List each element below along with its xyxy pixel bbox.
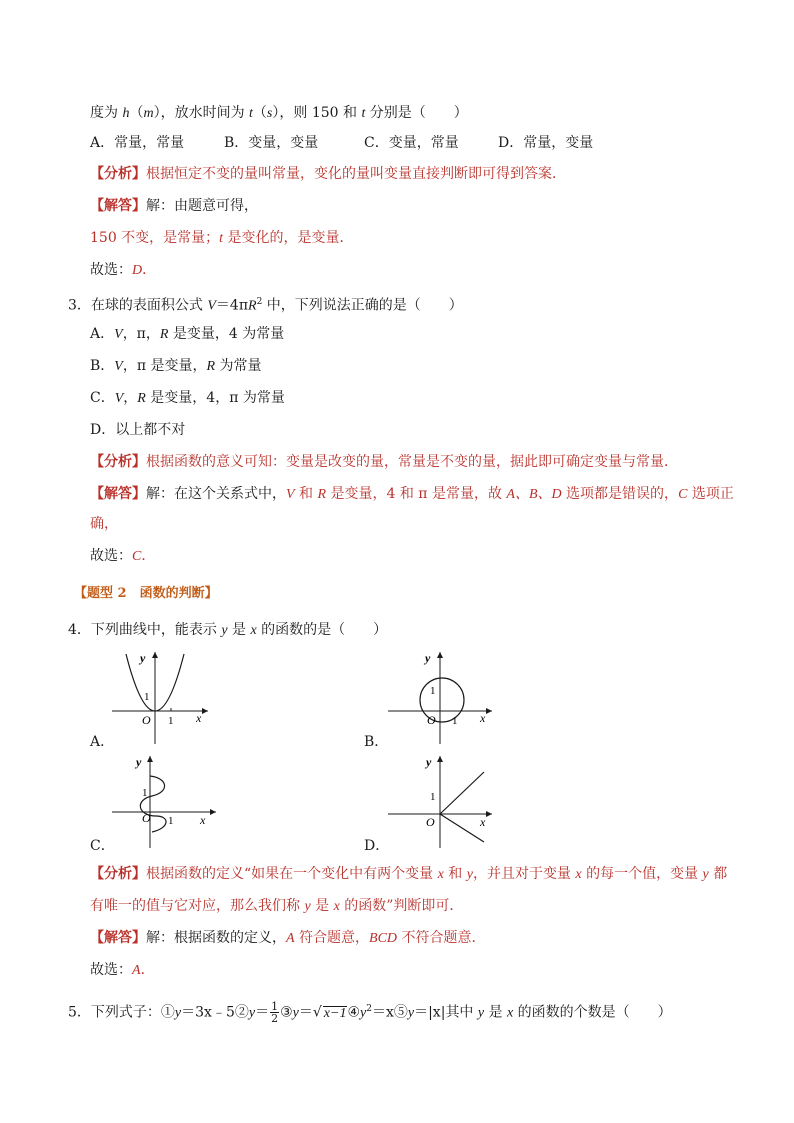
q3-choice: 故选：C． (90, 548, 156, 564)
q2-analysis: 【分析】根据恒定不变的量叫常量，变化的量叫变量直接判断即可得到答案． (90, 166, 566, 182)
q2-answer: 【解答】解：由题意可得， (90, 198, 258, 214)
tick-label: 1 (452, 715, 458, 727)
q4-analysis-continuation: 有唯一的值与它对应，那么我们称 y 是 x 的函数”判断即可． (90, 898, 464, 914)
answer-tag: 【解答】 (90, 930, 146, 946)
q4-option-c-label: C． (90, 838, 115, 854)
origin-label: O (142, 811, 151, 825)
q3-option-d: D．以上都不对 (90, 422, 186, 438)
analysis-tag: 【分析】 (90, 166, 146, 182)
q4-answer: 【解答】解：根据函数的定义，A 符合题意，BCD 不符合题意． (90, 930, 486, 946)
origin-label: O (426, 815, 435, 829)
x-axis-label: x (480, 815, 486, 829)
y-axis-label: y (136, 755, 142, 769)
answer-tag: 【解答】 (90, 198, 146, 214)
origin-label: O (427, 713, 436, 727)
tick-label: 1 (144, 691, 150, 703)
q2-option-c: C．变量，常量 (364, 135, 459, 151)
q3-answer: 【解答】解：在这个关系式中，V 和 R 是变量，4 和 π 是常量，故 A、B、D 选项都是错误的，C 选项正 (90, 486, 734, 502)
tick-label: 1 (430, 685, 436, 697)
answer-tag: 【解答】 (90, 486, 146, 502)
x-axis-label: x (200, 813, 206, 827)
tick-label: 1 (430, 791, 436, 803)
q4-graph-c (112, 752, 222, 848)
y-axis-label: y (425, 651, 431, 665)
y-axis-label: y (426, 755, 432, 769)
q4-analysis: 【分析】根据函数的定义“如果在一个变化中有两个变量 x 和 y，并且对于变量 x 的每一个值，变量 y 都 (90, 866, 728, 882)
q3-option-b: B．V，π 是变量，R 为常量 (90, 358, 262, 374)
square-root: x−1 (323, 1005, 347, 1021)
q2-choice: 故选：D． (90, 262, 157, 278)
q4-option-d-label: D． (364, 838, 390, 854)
q4-graph-a (112, 648, 212, 744)
x-axis-label: x (480, 711, 486, 725)
q3-answer-continuation: 确， (90, 516, 118, 532)
y-axis-label: y (140, 651, 146, 665)
tick-label: 1 (168, 715, 174, 727)
q4-option-a-label: A． (90, 734, 115, 750)
origin-label: O (142, 713, 151, 727)
tick-label: 1 (142, 787, 148, 799)
q4-option-b-label: B． (364, 734, 389, 750)
q3-option-a: A．V，π，R 是变量，4 为常量 (90, 326, 285, 342)
q4-graph-b (388, 648, 498, 744)
q2-option-d: D．常量，变量 (498, 135, 594, 151)
analysis-tag: 【分析】 (90, 454, 146, 470)
analysis-tag: 【分析】 (90, 866, 146, 882)
x-axis-label: x (196, 711, 202, 725)
q3-option-c: C．V，R 是变量，4，π 为常量 (90, 390, 285, 406)
q2-option-b: B．变量，变量 (224, 135, 319, 151)
section-title: 【题型 2 函数的判断】 (74, 586, 218, 601)
q3-stem: 3．在球的表面积公式 $V=4\pi R^2$ 中，下列说法正确的是（ ） (68, 297, 463, 314)
q5-stem: 5．下列式子：①y＝3x﹣5②y＝ $\frac{1}{2}$ ③y＝√ $x-1④y^2=x⑤y=|x|$其中 y 是 x 的函数的个数是（ ） (68, 1000, 672, 1026)
q4-stem: 4．下列曲线中，能表示 y 是 x 的函数的是（ ） (68, 622, 388, 638)
q4-graph-d (388, 752, 498, 848)
q2-answer-detail: 150 不变，是常量；t 是变化的，是变量． (90, 230, 354, 246)
q2-option-a: A．常量，常量 (90, 135, 185, 151)
q3-analysis: 【分析】根据函数的意义可知：变量是改变的量，常量是不变的量，据此即可确定变量与常量． (90, 454, 678, 470)
q2-stem-continuation: 度为 h（m），放水时间为 t（s），则 150 和 t 分别是（ ） (90, 105, 468, 121)
q4-choice: 故选：A． (90, 962, 155, 978)
tick-label: 1 (168, 815, 174, 827)
fraction: $\frac{1}{2}$ (271, 1000, 279, 1026)
